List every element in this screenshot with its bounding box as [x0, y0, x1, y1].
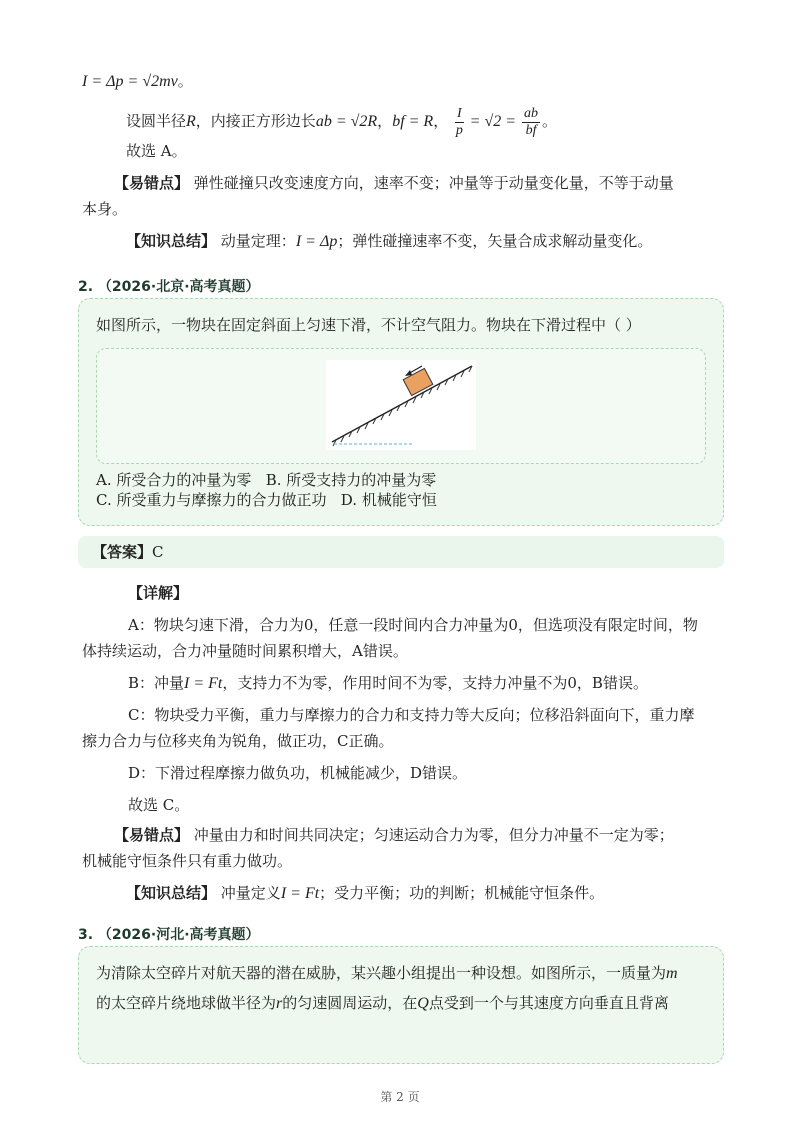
- option-b: B. 所受支持力的冲量为零: [265, 471, 437, 489]
- question-2-stem: 如图所示，一物块在固定斜面上匀速下滑，不计空气阻力。物块在下滑过程中（ ）: [96, 316, 641, 334]
- answer-value: C: [152, 543, 164, 561]
- knowledge-summary-1: 【知识总结】 动量定理：I = Δp；弹性碰撞速率不变，矢量合成求解动量变化。: [126, 232, 653, 250]
- options-row-1: [96, 470, 436, 490]
- question-3-line2: 的太空碎片绕地球做半径为r的匀速圆周运动，在Q点受到一个与其速度方向垂直且背离: [96, 994, 669, 1012]
- easy-error-2-cont: 机械能守恒条件只有重力做功。: [82, 852, 293, 870]
- choose-c-line: 故选 C。: [128, 796, 190, 814]
- radius-line: 设圆半径R，内接正方形边长ab = √2R，bf = R， $\frac{I}{p}$ = √2 = $\frac{ab}{bf}$ 。: [126, 105, 558, 138]
- answer-line: 【答案】C: [92, 543, 164, 561]
- detail-a-line2: 体持续运动，合力冲量随时间累积增大，A错误。: [82, 642, 408, 660]
- formula-line-impulse: I = Δp = √2mv。: [82, 72, 193, 90]
- detail-b: B：冲量I = Ft，支持力不为零，作用时间不为零，支持力冲量不为0，B错误。: [128, 674, 648, 692]
- incline-figure: [326, 360, 476, 450]
- page-number: 第 2 页: [380, 1090, 420, 1104]
- detail-d: D：下滑过程摩擦力做负功，机械能减少，D错误。: [128, 764, 468, 782]
- detail-heading: 【详解】: [128, 584, 189, 602]
- easy-error-2: 【易错点】 冲量由力和时间共同决定；匀速运动合力为零，但分力冲量不一定为零；: [114, 826, 674, 844]
- fraction-ab-over-bf: $\frac{ab}{bf}$: [524, 105, 539, 138]
- choose-a-line: 故选 A。: [126, 142, 187, 160]
- options-row-2: [96, 490, 437, 510]
- easy-error-1-cont: 本身。: [82, 200, 128, 218]
- detail-c-line2: 擦力合力与位移夹角为锐角，做正功，C正确。: [82, 732, 394, 750]
- option-c: C. 所受重力与摩擦力的合力做正功: [96, 491, 327, 509]
- impulse-formula: I = Δp = √2mv: [82, 73, 178, 90]
- question-3-header: 3. （2026·河北·高考真题）: [78, 927, 260, 943]
- detail-a-line1: A：物块匀速下滑，合力为0，任意一段时间内合力冲量为0，但选项没有限定时间，物: [128, 616, 698, 634]
- easy-error-1: 【易错点】 弹性碰撞只改变速度方向，速率不变；冲量等于动量变化量，不等于动量: [114, 174, 674, 192]
- option-d: D. 机械能守恒: [340, 491, 437, 509]
- answer-bar: [78, 536, 724, 568]
- fraction-i-over-p: $\frac{I}{p}$: [455, 105, 463, 138]
- option-a: A. 所受合力的冲量为零: [96, 471, 252, 489]
- question-3-line1: 为清除太空碎片对航天器的潜在威胁，某兴趣小组提出一种设想。如图所示，一质量为m: [96, 964, 678, 982]
- detail-c-line1: C：物块受力平衡，重力与摩擦力的合力和支持力等大反向；位移沿斜面向下，重力摩: [128, 706, 695, 724]
- knowledge-summary-2: 【知识总结】 冲量定义I = Ft；受力平衡；功的判断；机械能守恒条件。: [126, 884, 605, 902]
- question-2-header: 2. （2026·北京·高考真题）: [78, 279, 260, 295]
